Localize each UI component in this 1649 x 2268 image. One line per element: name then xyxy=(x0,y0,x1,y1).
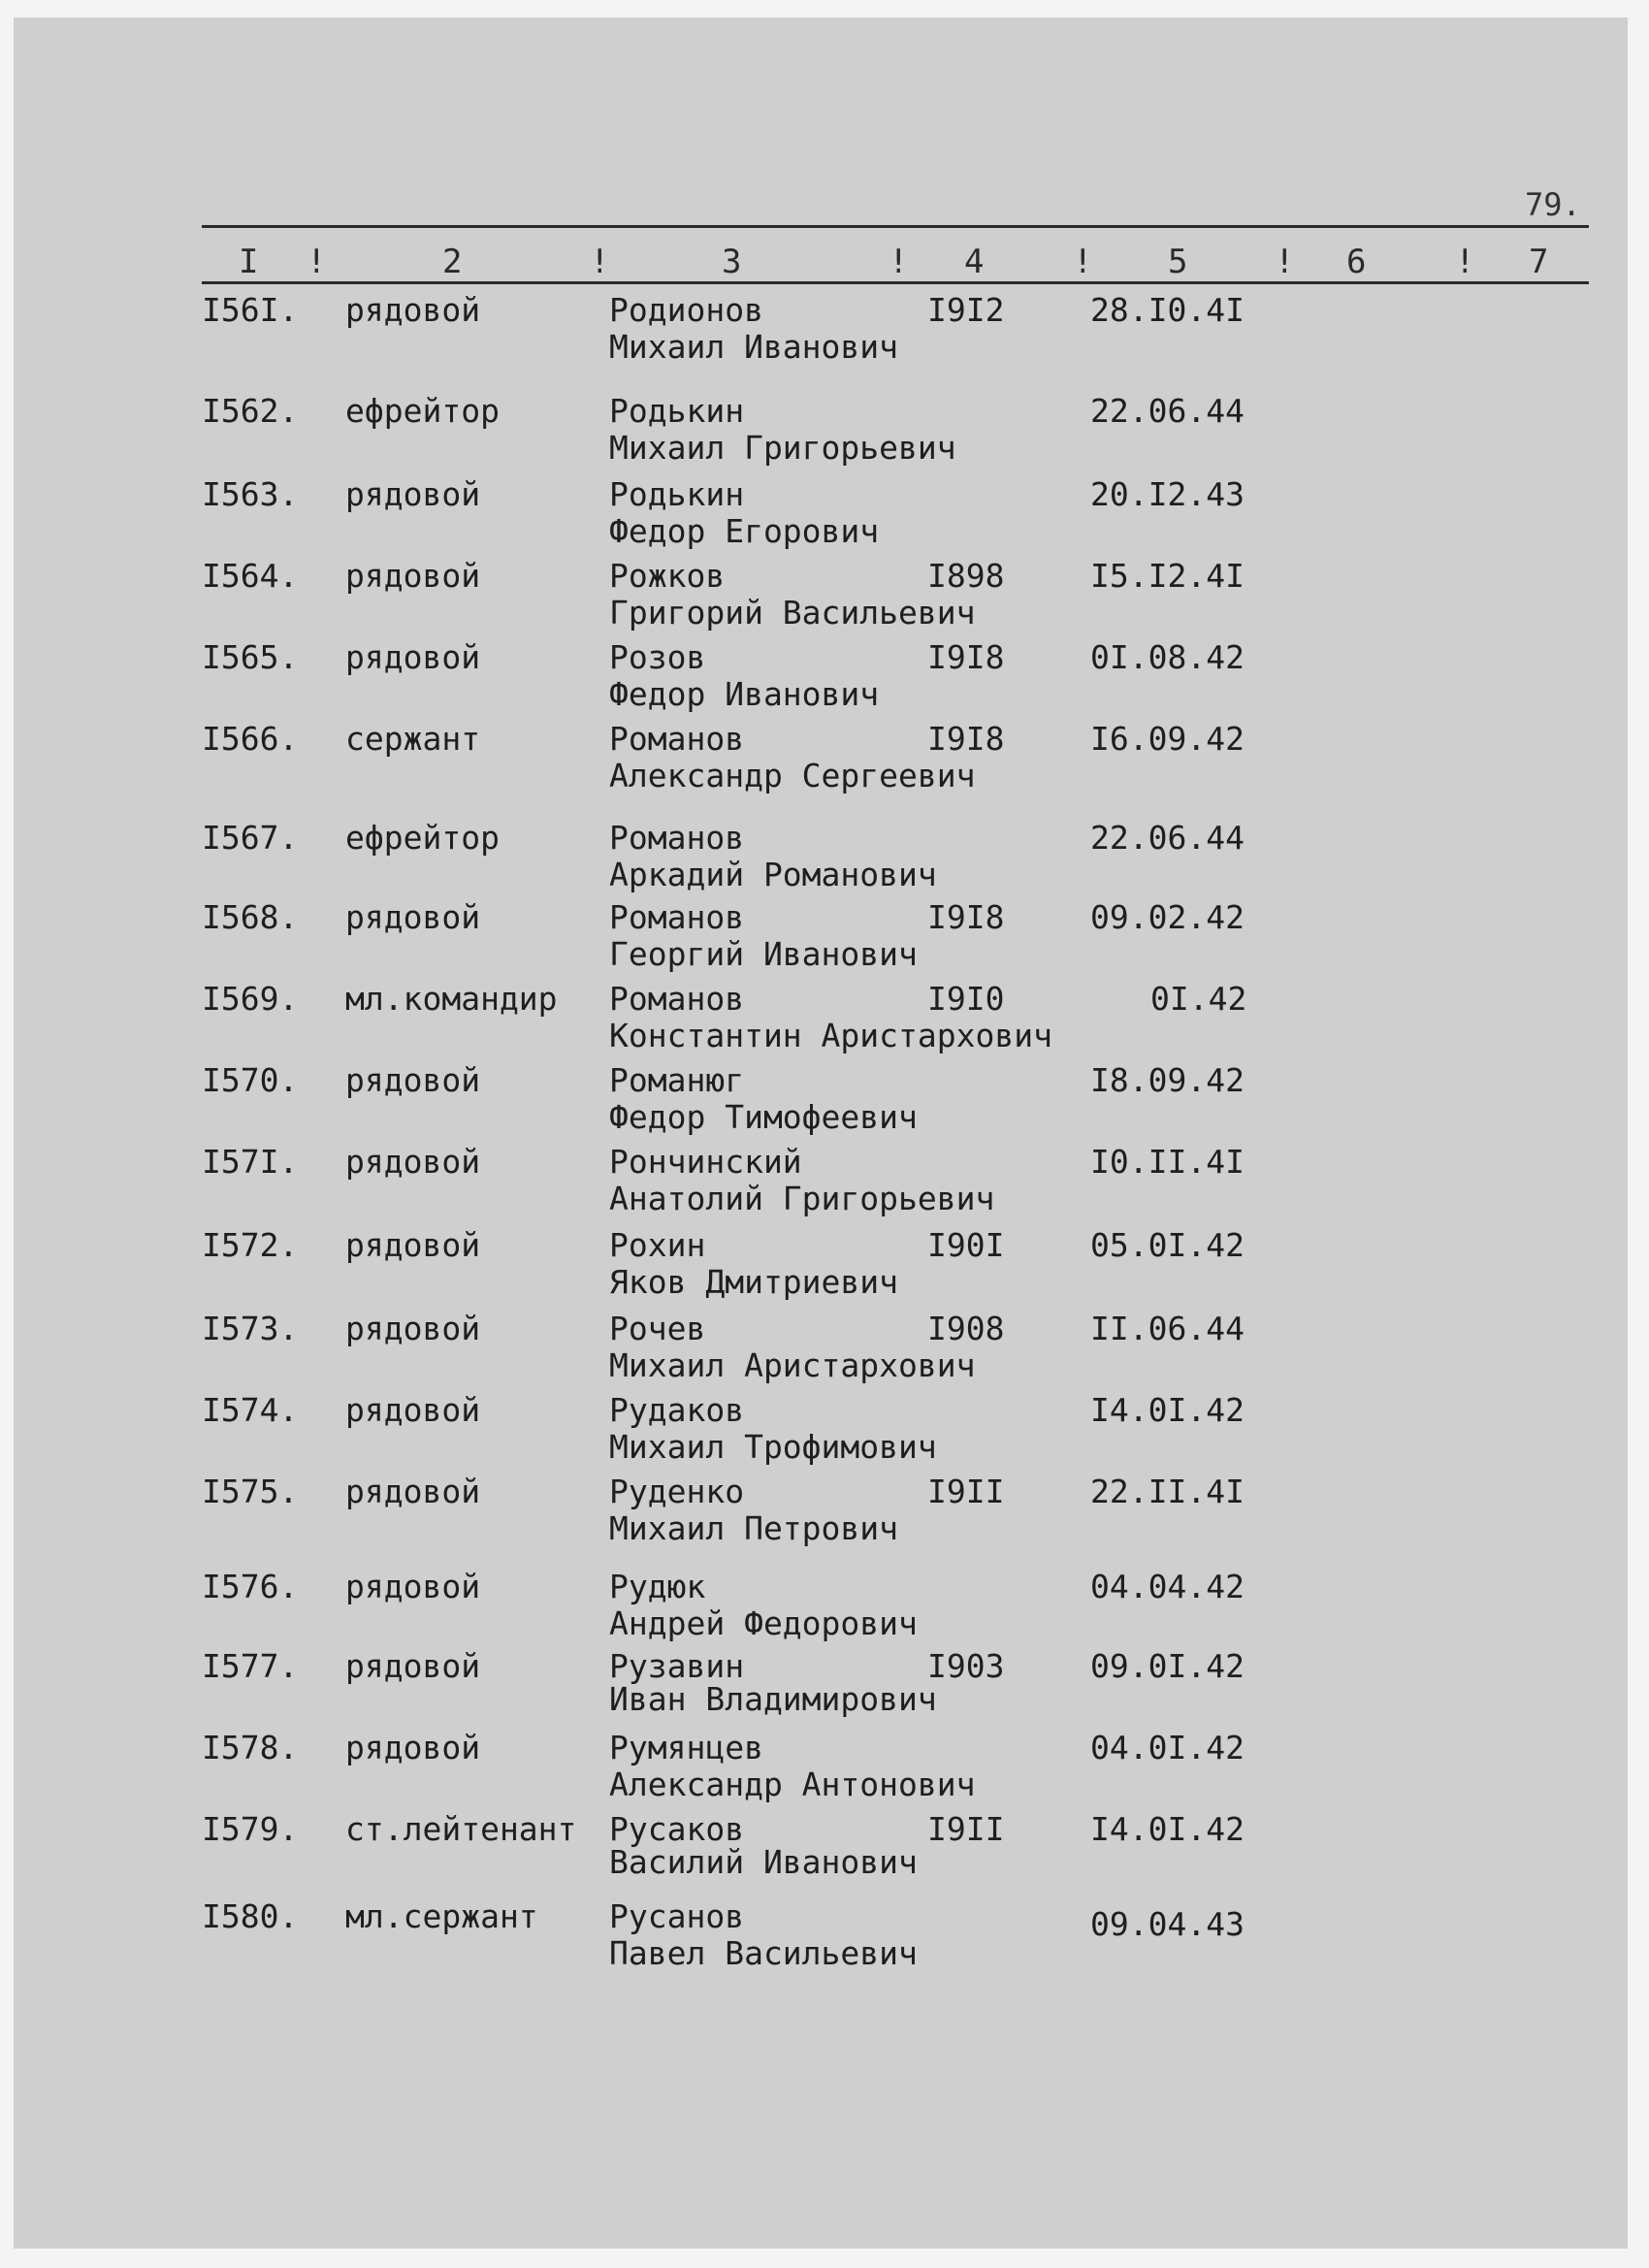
entry-birth-year: I9I8 xyxy=(927,720,1005,758)
entry-number: I574. xyxy=(202,1391,299,1429)
entry-given-name: Яков Дмитриевич xyxy=(609,1263,899,1301)
entry-date: I8.09.42 xyxy=(1090,1061,1245,1099)
column-header-2: 2 xyxy=(442,243,463,281)
column-header-4: 4 xyxy=(964,243,985,281)
entry-rank: рядовой xyxy=(345,1647,481,1685)
column-separator: ! xyxy=(307,243,327,281)
entry-date: 0I.42 xyxy=(1150,980,1247,1018)
entry-date: I0.II.4I xyxy=(1090,1143,1245,1181)
entry-date: I5.I2.4I xyxy=(1090,557,1245,595)
entry-surname: Рончинский xyxy=(609,1143,802,1181)
entry-surname: Руденко xyxy=(609,1473,745,1510)
entry-number: I579. xyxy=(202,1810,299,1848)
entry-rank: ефрейтор xyxy=(345,819,500,857)
entry-rank: рядовой xyxy=(345,557,481,595)
entry-number: I562. xyxy=(202,392,299,430)
entry-date: I4.0I.42 xyxy=(1090,1391,1245,1429)
entry-rank: ефрейтор xyxy=(345,392,500,430)
column-header-7: 7 xyxy=(1529,243,1549,281)
entry-rank: рядовой xyxy=(345,1061,481,1099)
entry-rank: ст.лейтенант xyxy=(345,1810,577,1848)
entry-rank: рядовой xyxy=(345,1568,481,1605)
entry-surname: Рудюк xyxy=(609,1568,706,1605)
entry-date: 09.0I.42 xyxy=(1090,1647,1245,1685)
entry-given-name: Михаил Григорьевич xyxy=(609,429,956,467)
entry-given-name: Анатолий Григорьевич xyxy=(609,1180,995,1217)
entry-date: 28.I0.4I xyxy=(1090,291,1245,329)
entry-number: I572. xyxy=(202,1226,299,1264)
entry-date: 04.0I.42 xyxy=(1090,1729,1245,1766)
entry-given-name: Иван Владимирович xyxy=(609,1680,937,1718)
entry-number: I565. xyxy=(202,638,299,676)
entry-birth-year: I898 xyxy=(927,557,1005,595)
column-separator: ! xyxy=(1275,243,1295,281)
entry-given-name: Павел Васильевич xyxy=(609,1934,918,1972)
entry-number: I563. xyxy=(202,475,299,513)
entry-given-name: Федор Иванович xyxy=(609,675,880,713)
entry-rank: рядовой xyxy=(345,291,481,329)
entry-rank: рядовой xyxy=(345,1226,481,1264)
entry-date: 0I.08.42 xyxy=(1090,638,1245,676)
entry-date: 22.06.44 xyxy=(1090,392,1245,430)
entry-rank: рядовой xyxy=(345,1473,481,1510)
entry-date: 22.II.4I xyxy=(1090,1473,1245,1510)
entry-given-name: Константин Аристархович xyxy=(609,1017,1052,1054)
entry-date: 09.04.43 xyxy=(1090,1905,1245,1943)
entry-given-name: Георгий Иванович xyxy=(609,935,918,973)
entry-number: I568. xyxy=(202,898,299,936)
entry-birth-year: I9II xyxy=(927,1810,1005,1848)
column-header-6: 6 xyxy=(1346,243,1367,281)
entry-given-name: Михаил Трофимович xyxy=(609,1428,937,1466)
entry-given-name: Александр Антонович xyxy=(609,1766,976,1803)
entry-given-name: Михаил Аристархович xyxy=(609,1346,976,1384)
entry-surname: Румянцев xyxy=(609,1729,763,1766)
entry-number: I56I. xyxy=(202,291,299,329)
entry-surname: Русаков xyxy=(609,1810,745,1848)
entry-surname: Романов xyxy=(609,898,745,936)
entry-surname: Романов xyxy=(609,819,745,857)
entry-number: I566. xyxy=(202,720,299,758)
entry-number: I578. xyxy=(202,1729,299,1766)
entry-number: I569. xyxy=(202,980,299,1018)
entry-date: II.06.44 xyxy=(1090,1310,1245,1347)
entry-rank: сержант xyxy=(345,720,481,758)
entry-rank: рядовой xyxy=(345,898,481,936)
entry-number: I570. xyxy=(202,1061,299,1099)
entry-birth-year: I9I8 xyxy=(927,898,1005,936)
entry-surname: Родькин xyxy=(609,392,745,430)
entry-rank: рядовой xyxy=(345,475,481,513)
entry-surname: Русанов xyxy=(609,1897,745,1935)
entry-surname: Рочев xyxy=(609,1310,706,1347)
column-separator: ! xyxy=(1073,243,1093,281)
entry-birth-year: I9I0 xyxy=(927,980,1005,1018)
entry-surname: Рудаков xyxy=(609,1391,745,1429)
entry-date: 22.06.44 xyxy=(1090,819,1245,857)
entry-surname: Рохин xyxy=(609,1226,706,1264)
entry-date: 05.0I.42 xyxy=(1090,1226,1245,1264)
entry-surname: Розов xyxy=(609,638,706,676)
entry-surname: Родькин xyxy=(609,475,745,513)
entry-date: 09.02.42 xyxy=(1090,898,1245,936)
header-rule xyxy=(202,281,1589,284)
entry-number: I576. xyxy=(202,1568,299,1605)
entry-date: I6.09.42 xyxy=(1090,720,1245,758)
entry-given-name: Григорий Васильевич xyxy=(609,594,976,632)
column-separator: ! xyxy=(590,243,610,281)
entry-number: I564. xyxy=(202,557,299,595)
entry-date: I4.0I.42 xyxy=(1090,1810,1245,1848)
entry-birth-year: I9I8 xyxy=(927,638,1005,676)
entry-date: 20.I2.43 xyxy=(1090,475,1245,513)
column-separator: ! xyxy=(889,243,909,281)
entry-given-name: Михаил Петрович xyxy=(609,1509,899,1547)
entry-surname: Родионов xyxy=(609,291,763,329)
entry-birth-year: I90I xyxy=(927,1226,1005,1264)
entry-date: 04.04.42 xyxy=(1090,1568,1245,1605)
entry-rank: рядовой xyxy=(345,1310,481,1347)
column-separator: ! xyxy=(1455,243,1475,281)
entry-given-name: Федор Тимофеевич xyxy=(609,1098,918,1136)
entry-rank: рядовой xyxy=(345,1729,481,1766)
column-header xyxy=(0,243,1649,285)
entry-number: I573. xyxy=(202,1310,299,1347)
column-header-5: 5 xyxy=(1168,243,1188,281)
entry-given-name: Василий Иванович xyxy=(609,1843,918,1881)
entry-surname: Романюг xyxy=(609,1061,745,1099)
entry-surname: Романов xyxy=(609,980,745,1018)
entry-birth-year: I908 xyxy=(927,1310,1005,1347)
entry-given-name: Александр Сергеевич xyxy=(609,757,976,794)
top-rule xyxy=(202,225,1589,228)
entry-surname: Романов xyxy=(609,720,745,758)
entry-birth-year: I9II xyxy=(927,1473,1005,1510)
column-header-3: 3 xyxy=(722,243,742,281)
entry-number: I577. xyxy=(202,1647,299,1685)
entry-birth-year: I9I2 xyxy=(927,291,1005,329)
entry-rank: рядовой xyxy=(345,1143,481,1181)
page-number: 79. xyxy=(1525,186,1581,223)
entry-surname: Рузавин xyxy=(609,1647,745,1685)
column-header-1: I xyxy=(239,243,259,281)
entry-rank: мл.командир xyxy=(345,980,558,1018)
entry-given-name: Федор Егорович xyxy=(609,512,880,550)
entry-given-name: Андрей Федорович xyxy=(609,1604,918,1642)
entry-number: I575. xyxy=(202,1473,299,1510)
entry-number: I567. xyxy=(202,819,299,857)
entry-rank: рядовой xyxy=(345,1391,481,1429)
entry-surname: Рожков xyxy=(609,557,726,595)
entry-rank: рядовой xyxy=(345,638,481,676)
entry-given-name: Аркадий Романович xyxy=(609,856,937,893)
entry-number: I57I. xyxy=(202,1143,299,1181)
entry-rank: мл.сержант xyxy=(345,1897,538,1935)
entry-given-name: Михаил Иванович xyxy=(609,328,899,366)
entry-number: I580. xyxy=(202,1897,299,1935)
entry-birth-year: I903 xyxy=(927,1647,1005,1685)
